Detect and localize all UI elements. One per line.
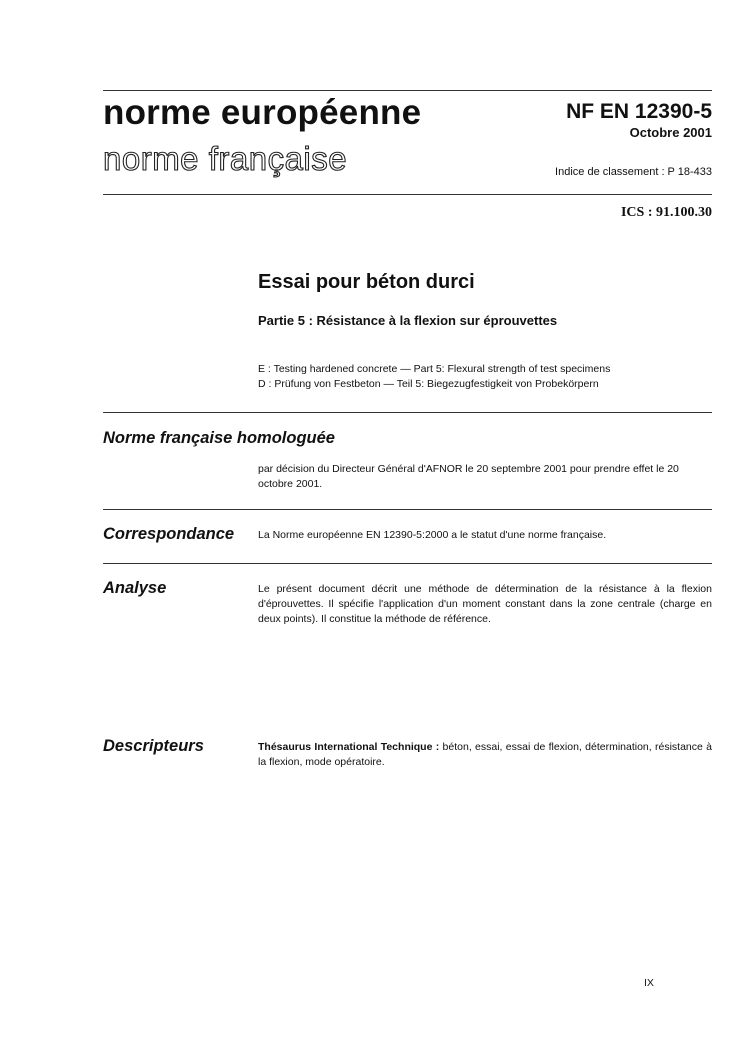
classification-index: Indice de classement : P 18-433 [555, 166, 712, 178]
ics-code: ICS : 91.100.30 [620, 205, 712, 220]
section-rule [103, 563, 712, 564]
descripteurs-keywords: béton, essai, essai de flexion, détermination, résistance à la flexion, mode opératoire. [258, 741, 712, 768]
descripteurs-heading: Descripteurs [103, 737, 204, 755]
page-number: IX [644, 977, 654, 989]
homologation-text: par décision du Directeur Général d'AFNOR le 20 septembre 2001 pour prendre effet le 20 octobre 2001. [258, 463, 679, 490]
top-rule [103, 90, 712, 91]
section-rule [103, 412, 712, 413]
analyse-heading: Analyse [103, 579, 167, 597]
correspondance-text: La Norme européenne EN 12390-5:2000 a le statut d'une norme française. [258, 529, 607, 541]
analyse-text: Le présent document décrit une méthode de détermination de la résistance à la flexion d'éprouvettes. Il spécifie l'application d'un moment constant dans la zone centrale (charge en deux points). Il constitue la méthode de référence. [258, 583, 712, 625]
german-title: D : Prüfung von Festbeton — Teil 5: Biegezugfestigkeit von Probekörpern [258, 378, 599, 390]
header-title-european: norme européenne [103, 93, 422, 132]
english-title: E : Testing hardened concrete — Part 5: Flexural strength of test specimens [258, 363, 611, 375]
header-rule [103, 194, 712, 195]
section-rule [103, 509, 712, 510]
document-subtitle: Partie 5 : Résistance à la flexion sur éprouvettes [258, 313, 558, 328]
homologation-heading: Norme française homologuée [103, 429, 335, 447]
standard-reference: NF EN 12390-5 [566, 100, 712, 123]
document-title: Essai pour béton durci [258, 271, 475, 293]
correspondance-heading: Correspondance [103, 525, 235, 543]
descripteurs-text [258, 740, 712, 770]
publication-date: Octobre 2001 [629, 125, 712, 140]
thesaurus-label: Thésaurus International Technique : [258, 741, 440, 753]
header-title-french: norme française [103, 140, 348, 177]
